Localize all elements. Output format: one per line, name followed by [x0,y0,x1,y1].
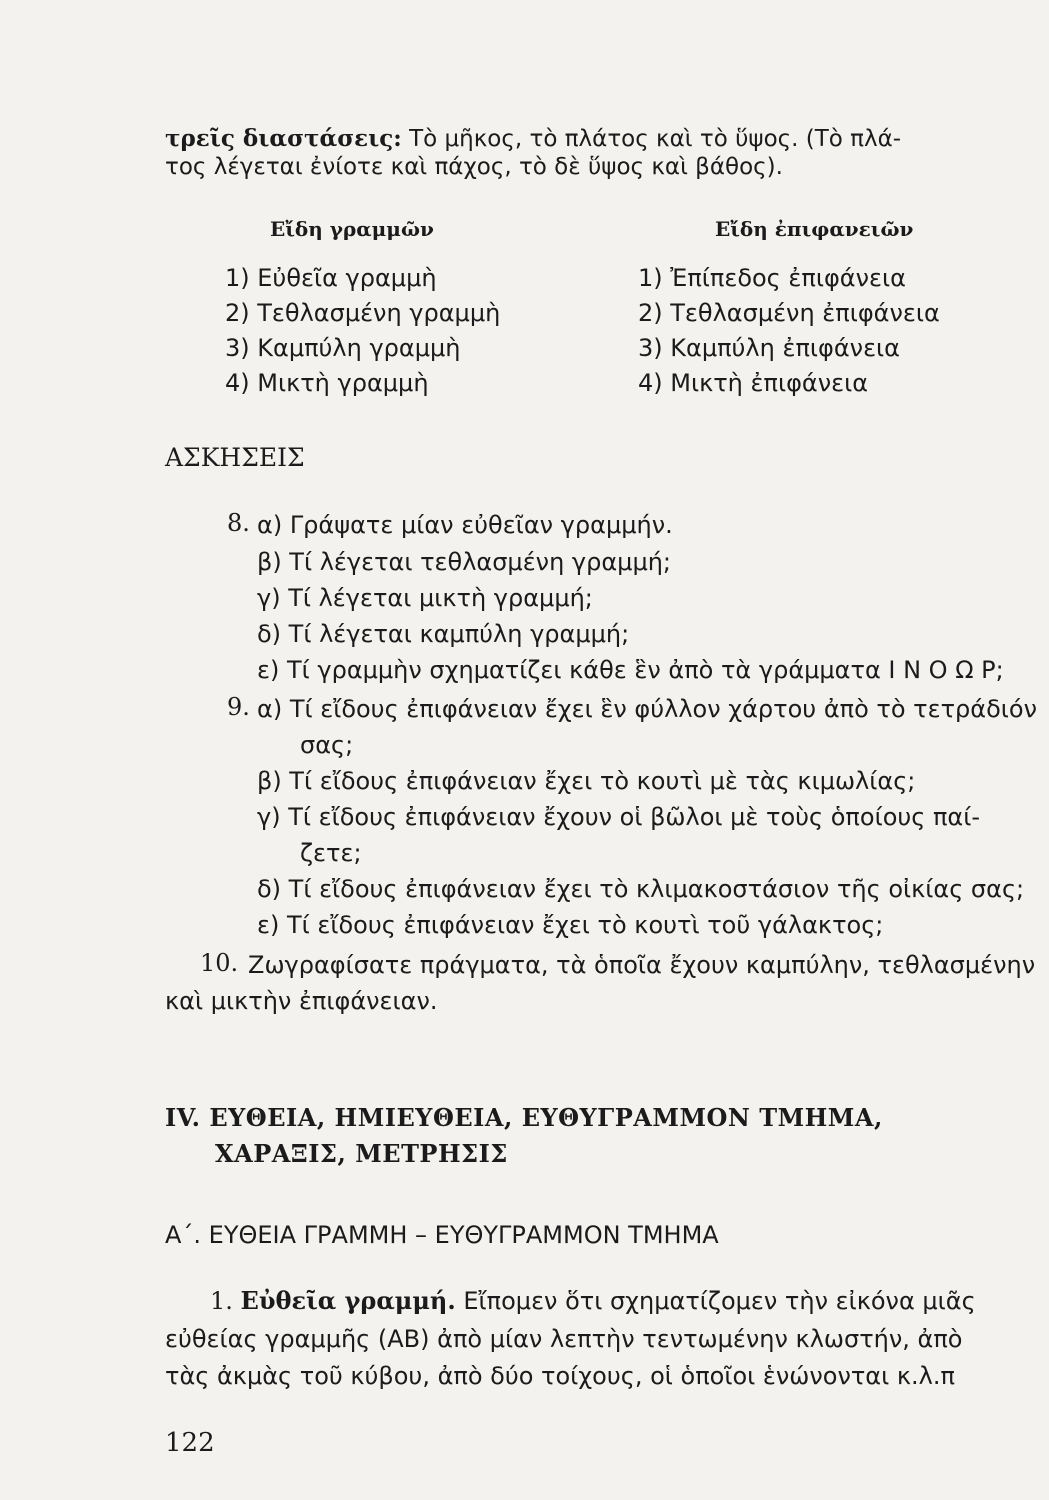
paragraph-1-text: Εἴπομεν ὅτι σχηματίζομεν τὴν εἰκόνα μιᾶς [463,1287,976,1315]
section-heading: Α΄. ΕΥΘΕΙΑ ΓΡΑΜΜΗ – ΕΥΘΥΓΡΑΜΜΟΝ ΤΜΗΜΑ [165,1221,719,1249]
exercise-8c: γ) Τί λέγεται μικτὴ γραμμή; [257,584,593,612]
paragraph-1-line-1 [210,1286,976,1316]
exercise-8-number: 8. [227,509,250,537]
exercise-9c: γ) Τί εἴδους ἐπιφάνειαν ἔχουν οἱ βῶλοι μὲ τοὺς ὁποίους παί- [257,803,981,831]
exercise-10-number: 10. [200,949,239,977]
exercises-title: ΑΣΚΗΣΕΙΣ [165,443,305,472]
surfaces-item-2: 2) Τεθλασμένη ἐπιφάνεια [638,299,940,327]
paragraph-1-line-2: εὐθείας γραμμῆς (ΑΒ) ἀπὸ μίαν λεπτὴν τεντωμένην κλωστήν, ἀπὸ [165,1325,963,1353]
exercise-9a: α) Τί εἴδους ἐπιφάνειαν ἔχει ἓν φύλλον χάρτου ἀπὸ τὸ τετράδιόν [257,695,1037,723]
chapter-heading-line-1: IV. ΕΥΘΕΙΑ, ΗΜΙΕΥΘΕΙΑ, ΕΥΘΥΓΡΑΜΜΟΝ ΤΜΗΜΑ, [165,1103,883,1132]
chapter-heading-line-2: ΧΑΡΑΞΙΣ, ΜΕΤΡΗΣΙΣ [215,1139,508,1168]
paragraph-1-bold-term: Εὐθεῖα γραμμή. [240,1286,456,1315]
exercise-9c-cont: ζετε; [300,839,362,867]
page-number: 122 [165,1428,215,1458]
exercise-9d: δ) Τί εἴδους ἐπιφάνειαν ἔχει τὸ κλιμακοστάσιον τῆς οἰκίας σας; [257,875,1025,903]
lines-item-4: 4) Μικτὴ γραμμὴ [225,369,429,397]
exercise-9e: ε) Τί εἴδους ἐπιφάνειαν ἔχει τὸ κουτὶ τοῦ γάλακτος; [257,911,884,939]
surfaces-item-4: 4) Μικτὴ ἐπιφάνεια [638,369,869,397]
lines-table-header: Εἴδη γραμμῶν [270,217,434,241]
paragraph-1-line-3: τὰς ἀκμὰς τοῦ κύβου, ἀπὸ δύο τοίχους, οἱ ὁποῖοι ἑνώνονται κ.λ.π [165,1362,955,1390]
intro-text: Τὸ μῆκος, τὸ πλάτος καὶ τὸ ὕψος. (Τὸ πλά- [409,126,902,152]
exercise-9a-cont: σας; [300,731,354,759]
intro-bold-term: τρεῖς διαστάσεις: [165,125,402,152]
exercise-8d: δ) Τί λέγεται καμπύλη γραμμή; [257,620,630,648]
lines-item-1: 1) Εὐθεῖα γραμμὴ [225,264,437,292]
surfaces-item-3: 3) Καμπύλη ἐπιφάνεια [638,334,900,362]
exercise-9b: β) Τί εἴδους ἐπιφάνειαν ἔχει τὸ κουτὶ μὲ τὰς κιμωλίας; [257,767,916,795]
paragraph-1-number: 1. [210,1287,233,1315]
exercise-8b: β) Τί λέγεται τεθλασμένη γραμμή; [257,548,672,576]
exercise-10-text-cont: καὶ μικτὴν ἐπιφάνειαν. [165,987,438,1015]
exercise-10-text: Ζωγραφίσατε πράγματα, τὰ ὁποῖα ἔχουν καμπύλην, τεθλασμένην [248,951,1036,979]
lines-item-2: 2) Τεθλασμένη γραμμὴ [225,299,501,327]
exercise-8a: α) Γράψατε μίαν εὐθεῖαν γραμμήν. [257,511,673,539]
intro-line-2: τος λέγεται ἐνίοτε καὶ πάχος, τὸ δὲ ὕψος καὶ βάθος). [165,154,783,180]
surfaces-table-header: Εἴδη ἐπιφανειῶν [715,217,914,241]
surfaces-item-1: 1) Ἐπίπεδος ἐπιφάνεια [638,264,906,292]
lines-item-3: 3) Καμπύλη γραμμὴ [225,334,461,362]
intro-line-1 [165,124,901,154]
exercise-8e: ε) Τί γραμμὴν σχηματίζει κάθε ἓν ἀπὸ τὰ γράμματα Ι Ν Ο Ω Ρ; [257,656,1004,684]
exercise-9-number: 9. [227,693,250,721]
